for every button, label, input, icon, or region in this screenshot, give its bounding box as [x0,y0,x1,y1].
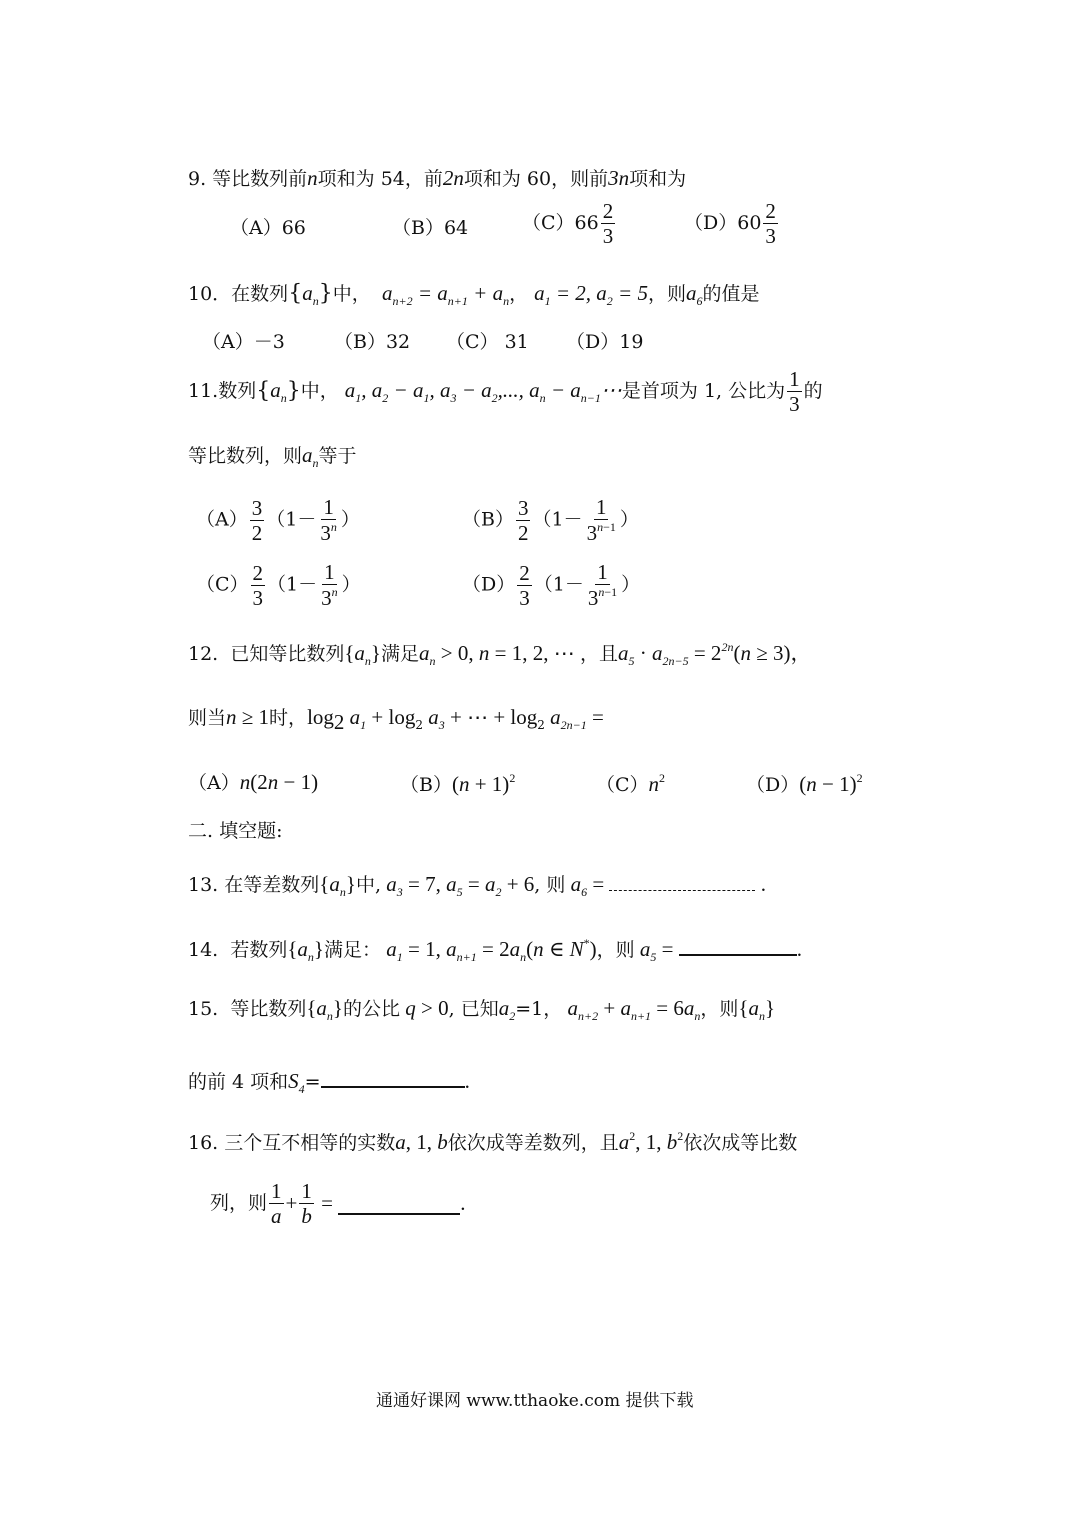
fraction: $\frac{1}{3}$ [789,367,800,417]
q11-option-a: （A） $\frac{3}{2}$ （1－ $\frac{1}{3^n}$ ） [196,495,360,546]
q12-option-b: $(B)(n + 1)^2$ [400,771,516,796]
q12-stem-line2: 则当n ≥ 1时，$\log_2 a_1 + \log_2 a_3$ + ⋯ + $\log_2 a_{2n-1}$ = [188,705,604,734]
answer-blank[interactable] [321,1066,465,1088]
answer-blank[interactable] [338,1193,460,1215]
q11-option-c: （C） $\frac{2}{3}$ （1－ $\frac{1}{3^n}$ ） [196,560,361,611]
q12-stem: 12. 已知等比数列$\{a_n\}$满足$a_n > 0$, n = 1, 2, ⋯ ，且$a_5 \cdot a_{2n-5} = 2^{2n}(n \ge 3)$， [188,640,812,668]
q14-stem: 14. 若数列$\{a_n\}$满足： $a_1 = 1$, $a_{n+1} = 2a_n(n$ ∈ N*)，则 $a_5$ = . [188,936,802,964]
fraction: $\frac{2}{3}$ [765,199,776,249]
q16-stem: 16. 三个互不相等的实数a, 1, b依次成等差数列，且$a^2$, 1, $b^2$依次成等比数 [188,1129,798,1154]
footer-credit: 通通好课网 www.tthaoke.com 提供下载 [376,1391,694,1411]
q15-stem: 15. 等比数列$\{a_n\}$的公比 q > 0, 已知$a_2=1$， $a_{n+2} + a_{n+1} = 6a_n$，则$\{a_n\}$ [188,996,776,1023]
q11-option-d: （D） $\frac{2}{3}$ （1－ $\frac{1}{3^{n-1}}$ ） [462,560,641,611]
answer-blank[interactable] [609,870,755,891]
q15-stem-line2: 的前 4 项和$S_4=$ . [188,1066,470,1095]
q13-stem: 13. 在等差数列$\{a_n\}$中, $a_3 = 7$, $a_5 = a_2 + 6$, 则 $a_6$ = . [188,872,766,899]
q12-option-a: （A）n(2n − 1) [188,770,319,794]
q9-option-c: （C）66 $\frac{2}{3}$ [522,199,614,249]
answer-blank[interactable] [679,934,797,956]
q9-option-a: （A）66 [230,217,306,239]
recurrence-formula: $a_{n+2} = a_{n+1} + a_n$ [376,281,510,308]
q9-option-b: （B）64 [392,217,469,239]
q10-option-a: （A）－3 [202,331,285,353]
q11-option-b: （B） $\frac{3}{2}$ （1－ $\frac{1}{3^{n-1}}$ ） [462,495,639,546]
q10-option-d: （D）19 [566,331,644,353]
q16-stem-line2: 列，则 $\frac{1}{a}$ + $\frac{1}{b}$ = . [210,1179,466,1229]
initial-values: $a_1 = 2$, $a_2 = 5$ [534,281,648,308]
q10-stem: 10．在数列$\{a_n\}$中， $a_{n+2} = a_{n+1} + a_n$， $a_1 = 2$, $a_2 = 5$，则$a_6$的值是 [188,281,760,308]
q11-stem: 11.数列$\{a_n\}$中， $a_1$, $a_2 - a_1$, $a_3 - a_2$,..., $a_n$ − $a_{n-1}\cdots$是首项为 1, 公比为 $\frac{1}{3}$ 的 [188,367,823,417]
q9-option-d: （D）60 $\frac{2}{3}$ [684,199,776,249]
fraction: $\frac{2}{3}$ [602,199,614,249]
q10-option-c: （C） 31 [446,331,529,353]
difference-sequence: $a_1$, $a_2 - a_1$, $a_3 - a_2$,..., $a_n$ − $a_{n-1}\cdots$ [344,377,622,405]
q9-stem: 9. 等比数列前n项和为 54，前2n项和为 60，则前3n项和为 [188,166,687,190]
q12-option-d: $(D)(n - 1)^2$ [746,771,863,796]
section-heading-fill-in: 二. 填空题: [188,820,283,842]
q10-option-b: （B）32 [334,331,411,353]
q11-stem-line2: 等比数列，则$a_n$等于 [188,443,357,470]
q12-option-c: $(C)n^2$ [596,771,666,796]
